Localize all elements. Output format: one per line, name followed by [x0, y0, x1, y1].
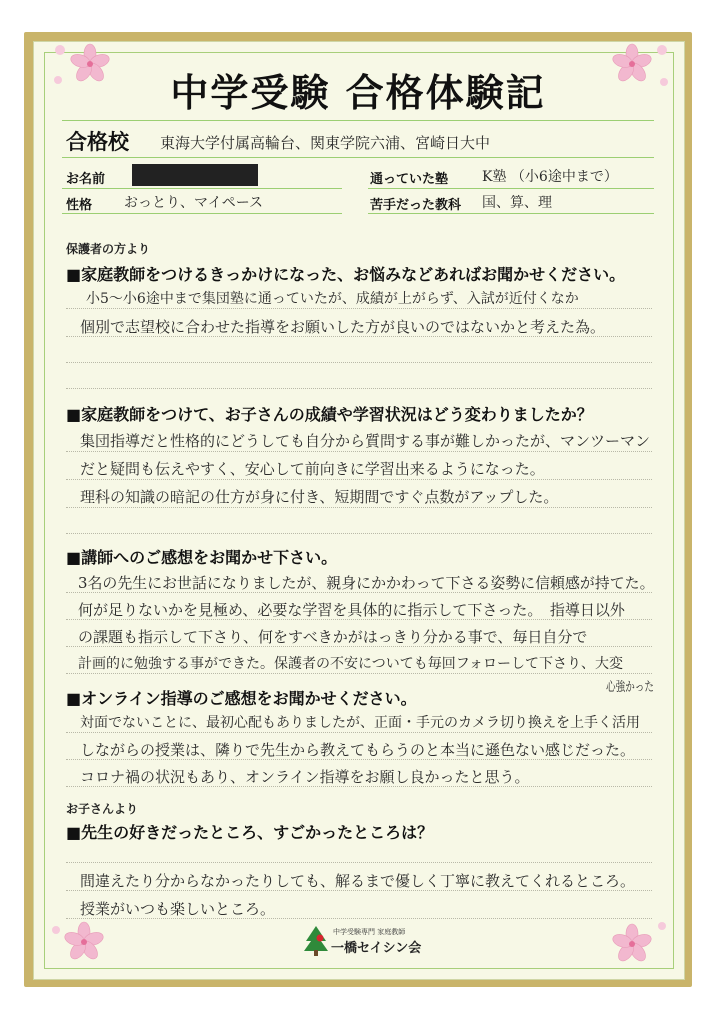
q3-question: ■講師へのご感想をお聞かせ下さい。: [66, 548, 338, 567]
weak-subjects-rule: [368, 213, 654, 214]
school-label: 合格校: [66, 130, 129, 154]
tree-logo-icon: [303, 925, 329, 957]
weak-subjects-label: 苦手だった教科: [370, 198, 462, 213]
q2-line: 集団指導だと性格的にどうしても自分から質問する事が難しかったが、マンツーマン: [80, 432, 651, 450]
ruled-line: [66, 619, 652, 620]
ruled-line: [66, 862, 652, 863]
cram-school-value: K塾 （小6途中まで）: [482, 169, 618, 185]
q3-line: の課題も指示して下さり、何をすべきかがはっきり分かる事で、毎日自分で: [78, 628, 588, 646]
name-redacted: [132, 164, 258, 186]
q3-line: 計画的に勉強する事ができた。保護者の不安についても毎回フォローして下さり、大変: [78, 656, 624, 672]
flower-icon: [604, 910, 674, 970]
personality-rule: [62, 213, 342, 214]
ruled-line: [66, 890, 652, 891]
ruled-line: [66, 388, 652, 389]
q1-line: 個別で志望校に合わせた指導をお願いした方が良いのではないかと考えた為。: [80, 318, 606, 336]
school-value: 東海大学付属高輪台、関東学院六浦、宮崎日大中: [160, 134, 491, 152]
ruled-line: [66, 646, 652, 647]
q4-line: コロナ禍の状況もあり、オンライン指導をお願し良かったと思う。: [80, 768, 530, 786]
guardian-heading: 保護者の方より: [66, 242, 151, 256]
cram-school-rule: [368, 188, 654, 189]
q4-question: ■オンライン指導のご感想をお聞かせください。: [66, 689, 417, 708]
ruled-line: [66, 479, 652, 480]
ruled-line: [66, 336, 652, 337]
logo-tagline: 中学受験専門 家庭教師: [333, 928, 406, 936]
ruled-line: [66, 507, 652, 508]
weak-subjects-value: 国、算、理: [482, 195, 552, 211]
ruled-line: [66, 592, 652, 593]
title-rule: [62, 120, 654, 121]
q4-line: しながらの授業は、隣りで先生から教えてもらうのと本当に遜色ない感じだった。: [80, 741, 636, 759]
child-heading: お子さんより: [66, 802, 139, 816]
cram-school-label: 通っていた塾: [370, 172, 449, 187]
q3-line: 心強かった: [606, 680, 654, 695]
personality-label: 性格: [66, 198, 93, 213]
ruled-line: [66, 533, 652, 534]
ruled-line: [66, 451, 652, 452]
name-rule: [62, 188, 342, 189]
ruled-line: [66, 732, 652, 733]
name-label: お名前: [66, 172, 106, 187]
q2-line: だと疑問も伝えやすく、安心して前向きに学習出来るようになった。: [80, 460, 545, 478]
q5-question: ■先生の好きだったところ、すごかったところは？: [66, 823, 434, 842]
logo-name: 一橋セイシン会: [331, 941, 422, 956]
ruled-line: [66, 918, 652, 919]
q5-line: 間違えたり分からなかったりしても、解るまで優しく丁寧に教えてくれるところ。: [80, 872, 636, 890]
flower-icon: [44, 910, 114, 970]
q3-line: 3名の先生にお世話になりましたが、親身にかかわって下さる姿勢に信頼感が持てた。: [78, 574, 655, 592]
school-rule: [62, 157, 654, 158]
ruled-line: [66, 759, 652, 760]
q5-line: 授業がいつも楽しいところ。: [80, 900, 276, 918]
page-title: 中学受験 合格体験記: [170, 71, 546, 115]
ruled-line: [66, 308, 652, 309]
ruled-line: [66, 362, 652, 363]
q2-line: 理科の知識の暗記の仕方が身に付き、短期間ですぐ点数がアップした。: [80, 488, 559, 506]
ruled-line: [66, 673, 652, 674]
ruled-line: [66, 786, 652, 787]
q1-question: ■家庭教師をつけるきっかけになった、お悩みなどあればお聞かせください。: [66, 265, 626, 284]
personality-value: おっとり、マイペース: [124, 195, 264, 211]
q2-question: ■家庭教師をつけて、お子さんの成績や学習状況はどう変わりましたか？: [66, 405, 593, 424]
q3-line: 何が足りないかを見極め、必要な学習を具体的に指示して下さった。 指導日以外: [78, 601, 625, 619]
q4-line: 対面でないことに、最初心配もありましたが、正面・手元のカメラ切り換えを上手く活用: [80, 715, 640, 731]
q1-line: 小5～小6途中まで集団塾に通っていたが、成績が上がらず、入試が近付くなか: [86, 291, 579, 307]
